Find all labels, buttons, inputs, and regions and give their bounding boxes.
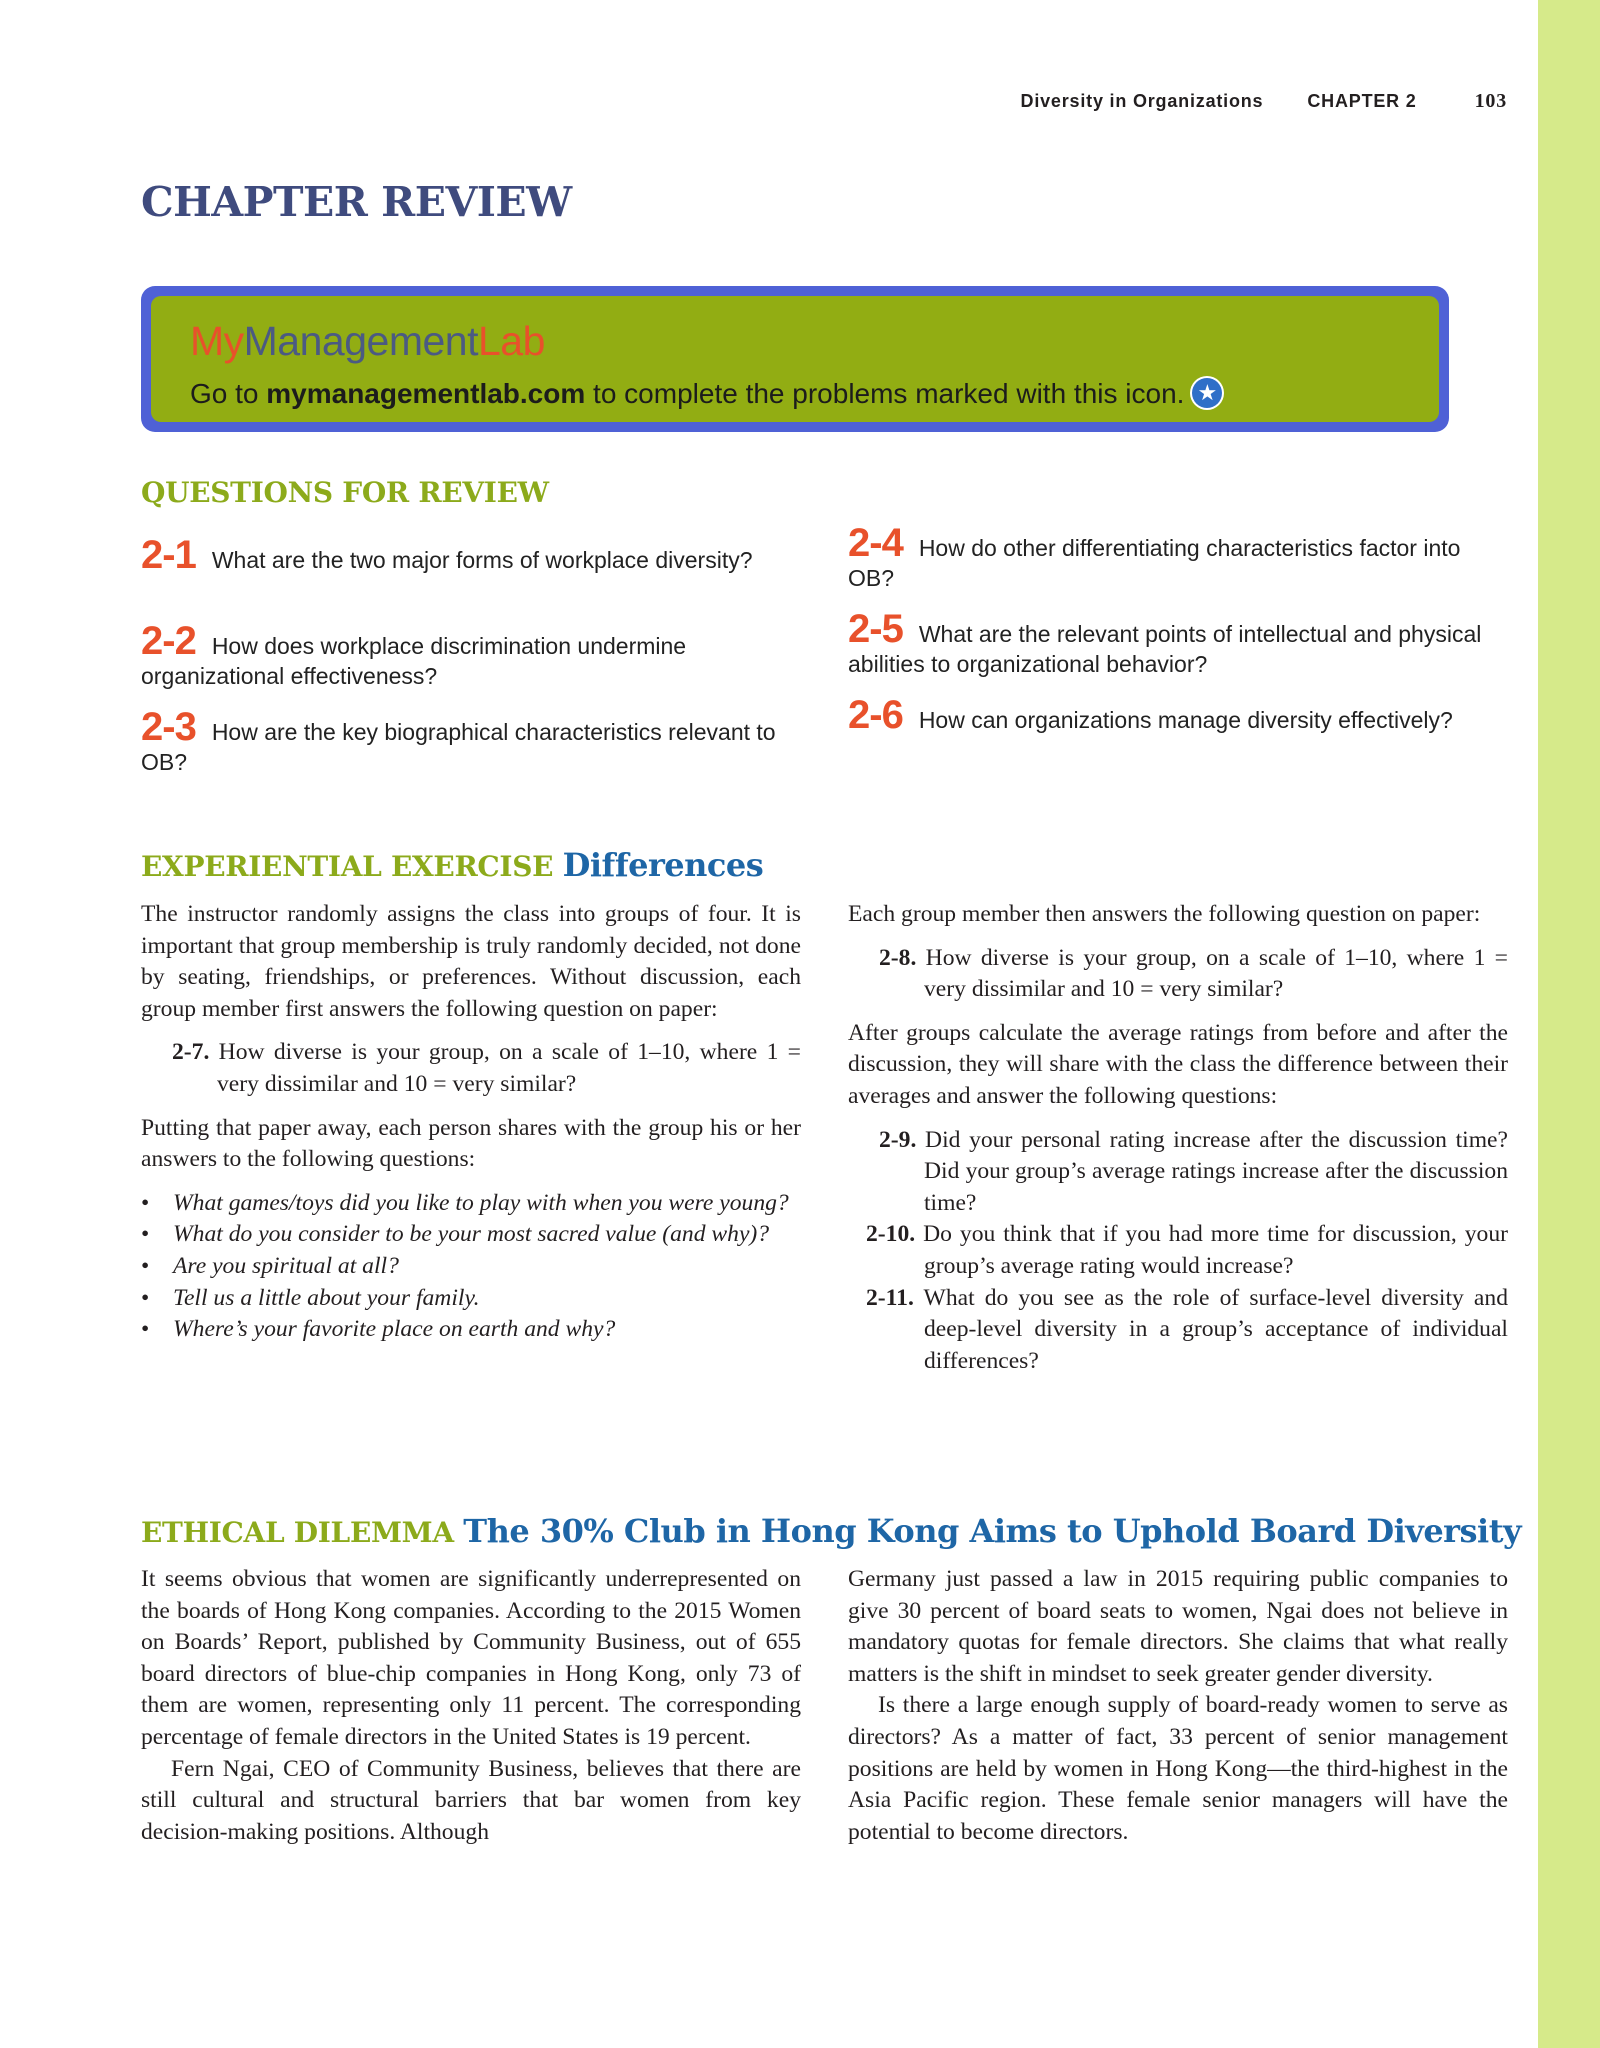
discussion-questions-list	[141, 1188, 801, 1346]
question-text: How diverse is your group, on a scale of 1–10, where 1 = very dissimilar and 10 = very similar?	[217, 1039, 801, 1097]
ethical-right-column	[848, 1564, 1508, 1848]
question-text: What do you see as the role of surface-level diversity and deep-level diversity in a group’s acceptance of individual differences?	[923, 1284, 1508, 1374]
question-number: 2-6	[848, 693, 903, 737]
question-2-2	[141, 619, 781, 691]
banner-text-pre: Go to	[190, 378, 267, 409]
question-text: What are the relevant points of intellectual and physical abilities to organizational behavior?	[848, 621, 1482, 677]
question-2-9	[848, 1125, 1508, 1220]
question-number: 2-7.	[172, 1039, 210, 1066]
question-2-3	[141, 705, 781, 777]
question-number: 2-8.	[879, 944, 917, 971]
question-2-8	[848, 943, 1508, 1006]
logo-management: Management	[243, 318, 478, 364]
experiential-paragraph: Putting that paper away, each person shares with the group his or her answers to the following questions:	[141, 1114, 801, 1173]
question-2-11	[848, 1283, 1508, 1378]
list-item: • What do you consider to be your most sacred value (and why)?	[173, 1219, 801, 1251]
question-number: 2-11.	[866, 1284, 914, 1311]
question-text: How diverse is your group, on a scale of 1–10, where 1 = very dissimilar and 10 = very similar?	[924, 944, 1508, 1003]
ethical-paragraph: It seems obvious that women are significantly underrepresented on the boards of Hong Kong companies. According to the 2015 Women on Boards’ Report, published by Community Business, out of 655 board directors of blue-chip companies in Hong Kong, only 73 of them are women, representing only 11 percent. The corresponding percentage of female directors in the United States is 19 percent.	[141, 1566, 801, 1750]
question-number: 2-5	[848, 607, 903, 651]
question-2-10	[848, 1219, 1508, 1282]
question-text: How are the key biographical characteristics relevant to OB?	[141, 719, 776, 775]
experiential-paragraph: Each group member then answers the following question on paper:	[848, 901, 1481, 927]
running-head	[1021, 90, 1507, 113]
banner-text-post: to complete the problems marked with this icon.	[585, 378, 1185, 409]
question-2-4	[848, 521, 1488, 593]
question-text: How can organizations manage diversity effectively?	[918, 707, 1453, 733]
experiential-label: EXPERIENTIAL EXERCISE	[141, 850, 554, 883]
banner-site-link[interactable]: mymanagementlab.com	[266, 378, 586, 409]
ethical-heading	[141, 1512, 1521, 1550]
ethical-paragraph-continued: Germany just passed a law in 2015 requiring public companies to give 30 percent of board seats to women, Ngai does not believe in mandatory quotas for female directors. She claims that what really matters is the shift in mindset to seek greater gender diversity.	[848, 1566, 1508, 1687]
question-2-7	[141, 1037, 801, 1100]
question-text: What are the two major forms of workplace diversity?	[211, 547, 753, 573]
list-item: • Tell us a little about your family.	[173, 1283, 801, 1315]
question-number: 2-10.	[866, 1221, 916, 1248]
logo-my: My	[190, 318, 244, 364]
experiential-paragraph: The instructor randomly assigns the class into groups of four. It is important that group membership is truly randomly decided, not done by seating, friendships, or preferences. Without discussion, each group member first answers the following question on paper:	[141, 901, 801, 1022]
question-text: How do other differentiating characteristics factor into OB?	[848, 535, 1461, 591]
page-number: 103	[1474, 90, 1507, 112]
list-item: • Where’s your favorite place on earth and why?	[173, 1314, 801, 1346]
ethical-left-column	[141, 1564, 801, 1848]
question-text: Do you think that if you had more time for discussion, your group’s average rating would increase?	[923, 1221, 1508, 1279]
page-edge-strip	[1538, 0, 1600, 2048]
ethical-paragraph: Is there a large enough supply of board-ready women to serve as directors? As a matter of fact, 33 percent of senior management positions are held by women in Hong Kong—the third-highest in the Asia Pacific region. These female senior managers will have the potential to become directors.	[848, 1692, 1508, 1845]
experiential-paragraph: After groups calculate the average ratings from before and after the discussion, they will share with the class the difference between their averages and answer the following questions:	[848, 1019, 1508, 1109]
banner-inner	[151, 296, 1439, 422]
experiential-left-column	[141, 899, 801, 1346]
logo-lab: Lab	[477, 318, 545, 364]
mymanagementlab-logo	[190, 318, 545, 365]
question-number: 2-1	[141, 533, 196, 577]
experiential-heading	[141, 846, 763, 884]
list-item: • What games/toys did you like to play with when you were young?	[173, 1188, 801, 1220]
question-text: How does workplace discrimination undermine organizational effectiveness?	[141, 633, 687, 689]
ethical-paragraph: Fern Ngai, CEO of Community Business, believes that there are still cultural and structural barriers that bar women from key decision-making positions. Although	[141, 1755, 801, 1845]
question-number: 2-9.	[879, 1126, 917, 1153]
question-2-1	[141, 533, 781, 577]
mymanagementlab-banner	[141, 286, 1449, 432]
question-number: 2-2	[141, 619, 196, 663]
question-number: 2-3	[141, 705, 196, 749]
ethical-title: The 30% Club in Hong Kong Aims to Uphold Board Diversity	[463, 1512, 1522, 1550]
question-text: Did your personal rating increase after the discussion time? Did your group’s average ratings increase after the discussion time?	[924, 1126, 1508, 1216]
list-item: • Are you spiritual at all?	[173, 1251, 801, 1283]
chapter-title: CHAPTER REVIEW	[141, 178, 572, 226]
running-head-chapter: CHAPTER 2	[1307, 91, 1417, 111]
ethical-label: ETHICAL DILEMMA	[141, 1516, 454, 1549]
experiential-right-column	[848, 899, 1508, 1377]
banner-instruction	[190, 378, 1222, 410]
question-number: 2-4	[848, 521, 903, 565]
question-2-6	[848, 693, 1488, 737]
star-icon	[1192, 378, 1222, 408]
running-head-title: Diversity in Organizations	[1020, 91, 1264, 111]
question-2-5	[848, 607, 1488, 679]
experiential-title: Differences	[562, 846, 764, 884]
questions-heading: QUESTIONS FOR REVIEW	[141, 476, 549, 509]
